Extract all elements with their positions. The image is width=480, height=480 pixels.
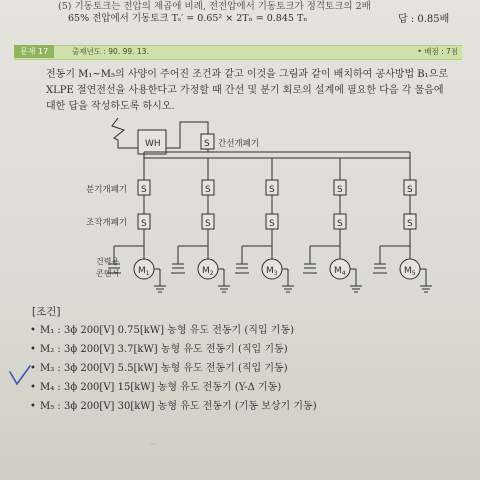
motor-label-2: $M_2$: [202, 266, 214, 277]
condition-item-m2: • M₂ : 3ϕ 200[V] 3.7[kW] 농형 유도 전동기 (직입 기동): [30, 344, 288, 355]
handwritten-check-mark-icon: [8, 364, 32, 388]
branch-switch-symbol-4: S: [337, 185, 343, 195]
exam-years: 출제년도 : 90. 99. 13.: [72, 47, 149, 56]
motor-label-3: $M_3$: [266, 266, 278, 277]
control-switch-symbol-5: S: [407, 219, 413, 229]
conditions-list: [30, 321, 317, 416]
control-switch-symbol-2: S: [205, 219, 211, 229]
condition-text: M₁ : 3ϕ 200[V] 0.75[kW] 농형 유도 전동기 (직입 기동): [40, 325, 294, 336]
motor-label-4: $M_4$: [334, 266, 346, 277]
conditions-title: [조건]: [32, 306, 61, 318]
source-line-symbol: [112, 118, 138, 148]
problem-points: • 배점 : 7점: [417, 47, 458, 56]
circuit-diagram: [0, 118, 480, 308]
motor-subscript-1: 1: [145, 270, 150, 277]
condition-item-m5: • M₅ : 3ϕ 200[V] 30[kW] 농형 유도 전동기 (기동 보상기 기동): [30, 401, 317, 412]
motor-label-1: $M_1$: [138, 266, 150, 277]
branch-switch-symbol-3: S: [269, 185, 275, 195]
condition-text: M₂ : 3ϕ 200[V] 3.7[kW] 농형 유도 전동기 (직입 기동): [40, 344, 288, 355]
problem-statement: 전동기 M₁~M₅의 사양이 주어진 조건과 같고 이것을 그림과 같이 배치하여 공사방법 B₁으로 XLPE 절연전선을 사용한다고 가정할 때 간선 및 분기 회로의 설계에 필요한 다음 각 물음에 대한 답을 작성하도록 하시오.: [46, 69, 448, 112]
condition-text: M₅ : 3ϕ 200[V] 30[kW] 농형 유도 전동기 (기동 보상기 기동): [40, 401, 317, 412]
previous-solution-line-2: 65% 전압에서 기동토크 Tₛ′ = 0.65² × 2Tₙ = 0.845 Tₙ: [68, 13, 308, 24]
condition-item-m3: • M₃ : 3ϕ 200[V] 5.5[kW] 농형 유도 전동기 (직입 기동): [30, 363, 288, 374]
branch-switch-symbol-2: S: [205, 185, 211, 195]
control-switch-symbol-4: S: [337, 219, 343, 229]
motor-subscript-4: 4: [341, 270, 346, 277]
outlet-label-line1: 건력용: [96, 257, 120, 266]
branch-circuits: [107, 158, 432, 292]
bleed-through-text: ─: [150, 440, 156, 450]
branch-switch-symbol-1: S: [141, 185, 147, 195]
problem-number-badge: 문제 17: [14, 45, 54, 58]
outlet-label-line2: 콘덴서: [96, 269, 120, 278]
main-switch-symbol: S: [204, 139, 210, 149]
control-switch-symbol-3: S: [269, 219, 275, 229]
control-switch-symbol-1: S: [141, 219, 147, 229]
wh-label: WH: [145, 139, 161, 149]
branch-switch-symbol-5: S: [407, 185, 413, 195]
condition-item-m1: • M₁ : 3ϕ 200[V] 0.75[kW] 농형 유도 전동기 (직입 기동): [30, 325, 294, 336]
motor-subscript-3: 3: [273, 270, 278, 277]
control-switch-label: 조작개폐기: [86, 218, 128, 228]
motor-label-5: $M_5$: [404, 266, 416, 277]
motor-subscript-5: 5: [411, 270, 416, 277]
previous-solution-line-1: (5) 기동토크는 전압의 제곱에 비례, 전전압에서 기동토크가 정격토크의 2배: [58, 1, 371, 12]
condition-item-m4: • M₄ : 3ϕ 200[V] 15[kW] 농형 유도 전동기 (Y-Δ 기동): [30, 382, 282, 393]
main-switch-label: 간선개폐기: [218, 139, 260, 149]
motor-subscript-2: 2: [209, 270, 214, 277]
condition-text: M₄ : 3ϕ 200[V] 15[kW] 농형 유도 전동기 (Y-Δ 기동): [40, 382, 282, 393]
branch-switch-label: 분기개폐기: [86, 185, 128, 195]
condition-text: M₃ : 3ϕ 200[V] 5.5[kW] 농형 유도 전동기 (직입 기동): [40, 363, 288, 374]
previous-answer: 답 : 0.85배: [398, 14, 450, 25]
